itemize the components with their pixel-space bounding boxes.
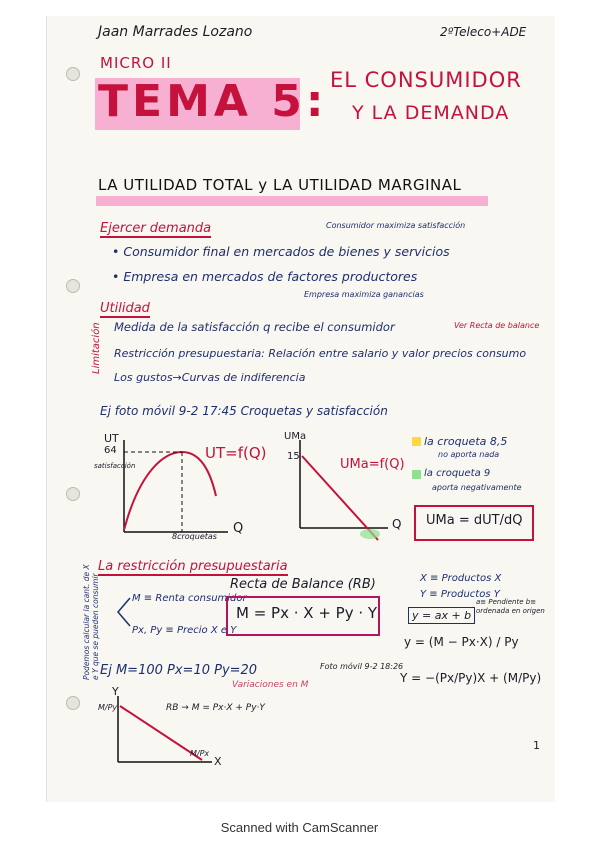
y-equation-2: Y = −(Px/Py)X + (M/Py): [400, 671, 542, 685]
author-name: Jaan Marrades Lozano: [98, 24, 253, 40]
rb-title: Recta de Balance (RB): [230, 577, 376, 592]
ut-satisfaccion: satisfacción: [94, 462, 136, 470]
def-m: M ≡ Renta consumidor: [132, 593, 247, 604]
note-no-aporta: no aporta nada: [438, 450, 500, 459]
ejercer-demanda: Ejercer demanda: [100, 221, 212, 236]
def-x: X ≡ Productos X: [420, 573, 502, 584]
bullet-consumidor: • Consumidor final en mercados de bienes y servicios: [112, 244, 450, 259]
title-line1: EL CONSUMIDOR: [330, 68, 522, 92]
scanner-watermark: Scanned with CamScanner: [220, 820, 379, 835]
utilidad-label: Utilidad: [100, 301, 150, 316]
ut-q-label: Q: [233, 521, 244, 536]
ut-max-value: 64: [104, 445, 117, 456]
uma-max-value: 15: [287, 451, 300, 462]
side-note-cantidades: Podemos calcular la cant. de X e Y que se pueden consumir: [82, 564, 100, 680]
page-number: 1: [533, 739, 540, 752]
line-note: a≡ Pendiente b≡ ordenada en origen: [476, 598, 545, 616]
ut-axis-label: UT: [104, 432, 119, 445]
uma-derivative: UMa = dUT/dQ: [426, 513, 523, 528]
course-label: 2ºTeleco+ADE: [440, 25, 527, 39]
section-heading-utilidad: LA UTILIDAD TOTAL y LA UTILIDAD MARGINAL: [98, 176, 462, 194]
rb-graph-y: Y: [112, 685, 119, 698]
gustos-line: Los gustos→Curvas de indiferencia: [114, 371, 306, 384]
ut-equation: UT=f(Q): [205, 444, 267, 462]
tema-title: TEMA 5:: [98, 76, 328, 127]
note-aporta-neg: aporta negativamente: [432, 483, 522, 492]
bullet-empresa: • Empresa en mercados de factores productores: [112, 269, 418, 284]
note-ver-recta: Ver Recta de balance: [454, 321, 540, 330]
rb-graph-m-px: M/Px: [190, 749, 210, 758]
note-croqueta-9: la croqueta 9: [424, 468, 491, 479]
title-line2: Y LA DEMANDA: [352, 102, 510, 124]
uma-axis-label: UMa: [284, 431, 307, 442]
note-croqueta-85: la croqueta 8,5: [424, 435, 508, 448]
ejemplo-m100: Ej M=100 Px=10 Py=20: [100, 663, 258, 678]
utilidad-medida: Medida de la satisfacción q recibe el consumidor: [114, 320, 395, 334]
uma-equation: UMa=f(Q): [340, 457, 405, 472]
rb-equation: M = Px · X + Py · Y: [236, 604, 378, 622]
section-heading-restriccion: La restricción presupuestaria: [98, 559, 288, 574]
restriccion-line: Restricción presupuestaria: Relación entre salario y valor precios consumo: [114, 347, 527, 360]
subject-label: MICRO II: [100, 54, 172, 72]
y-equation-1: y = (M − Px·X) / Py: [404, 635, 519, 649]
uma-q-label: Q: [392, 517, 402, 531]
note-max-satisfaccion: Consumidor maximiza satisfacción: [326, 221, 466, 230]
limitacion-label: Limitación: [91, 322, 102, 374]
variaciones-m: Variaciones en M: [232, 680, 309, 690]
note-max-ganancias: Empresa maximiza ganancias: [304, 290, 424, 299]
def-prices: Px, Py ≡ Precio X e Y: [132, 625, 237, 636]
rb-graph-m-py: M/Py: [98, 703, 118, 712]
rb-graph-x: X: [214, 755, 222, 768]
ut-croquetas-label: 8croquetas: [172, 532, 217, 541]
def-y: Y ≡ Productos Y: [420, 589, 500, 600]
line-equation: y = ax + b: [408, 607, 475, 624]
ejemplo-foto: Foto móvil 9-2 18:26: [320, 662, 404, 671]
ejemplo-croquetas: Ej foto móvil 9-2 17:45 Croquetas y satisfacción: [100, 404, 388, 418]
rb-graph-label: RB → M = Px·X + Py·Y: [166, 703, 265, 713]
